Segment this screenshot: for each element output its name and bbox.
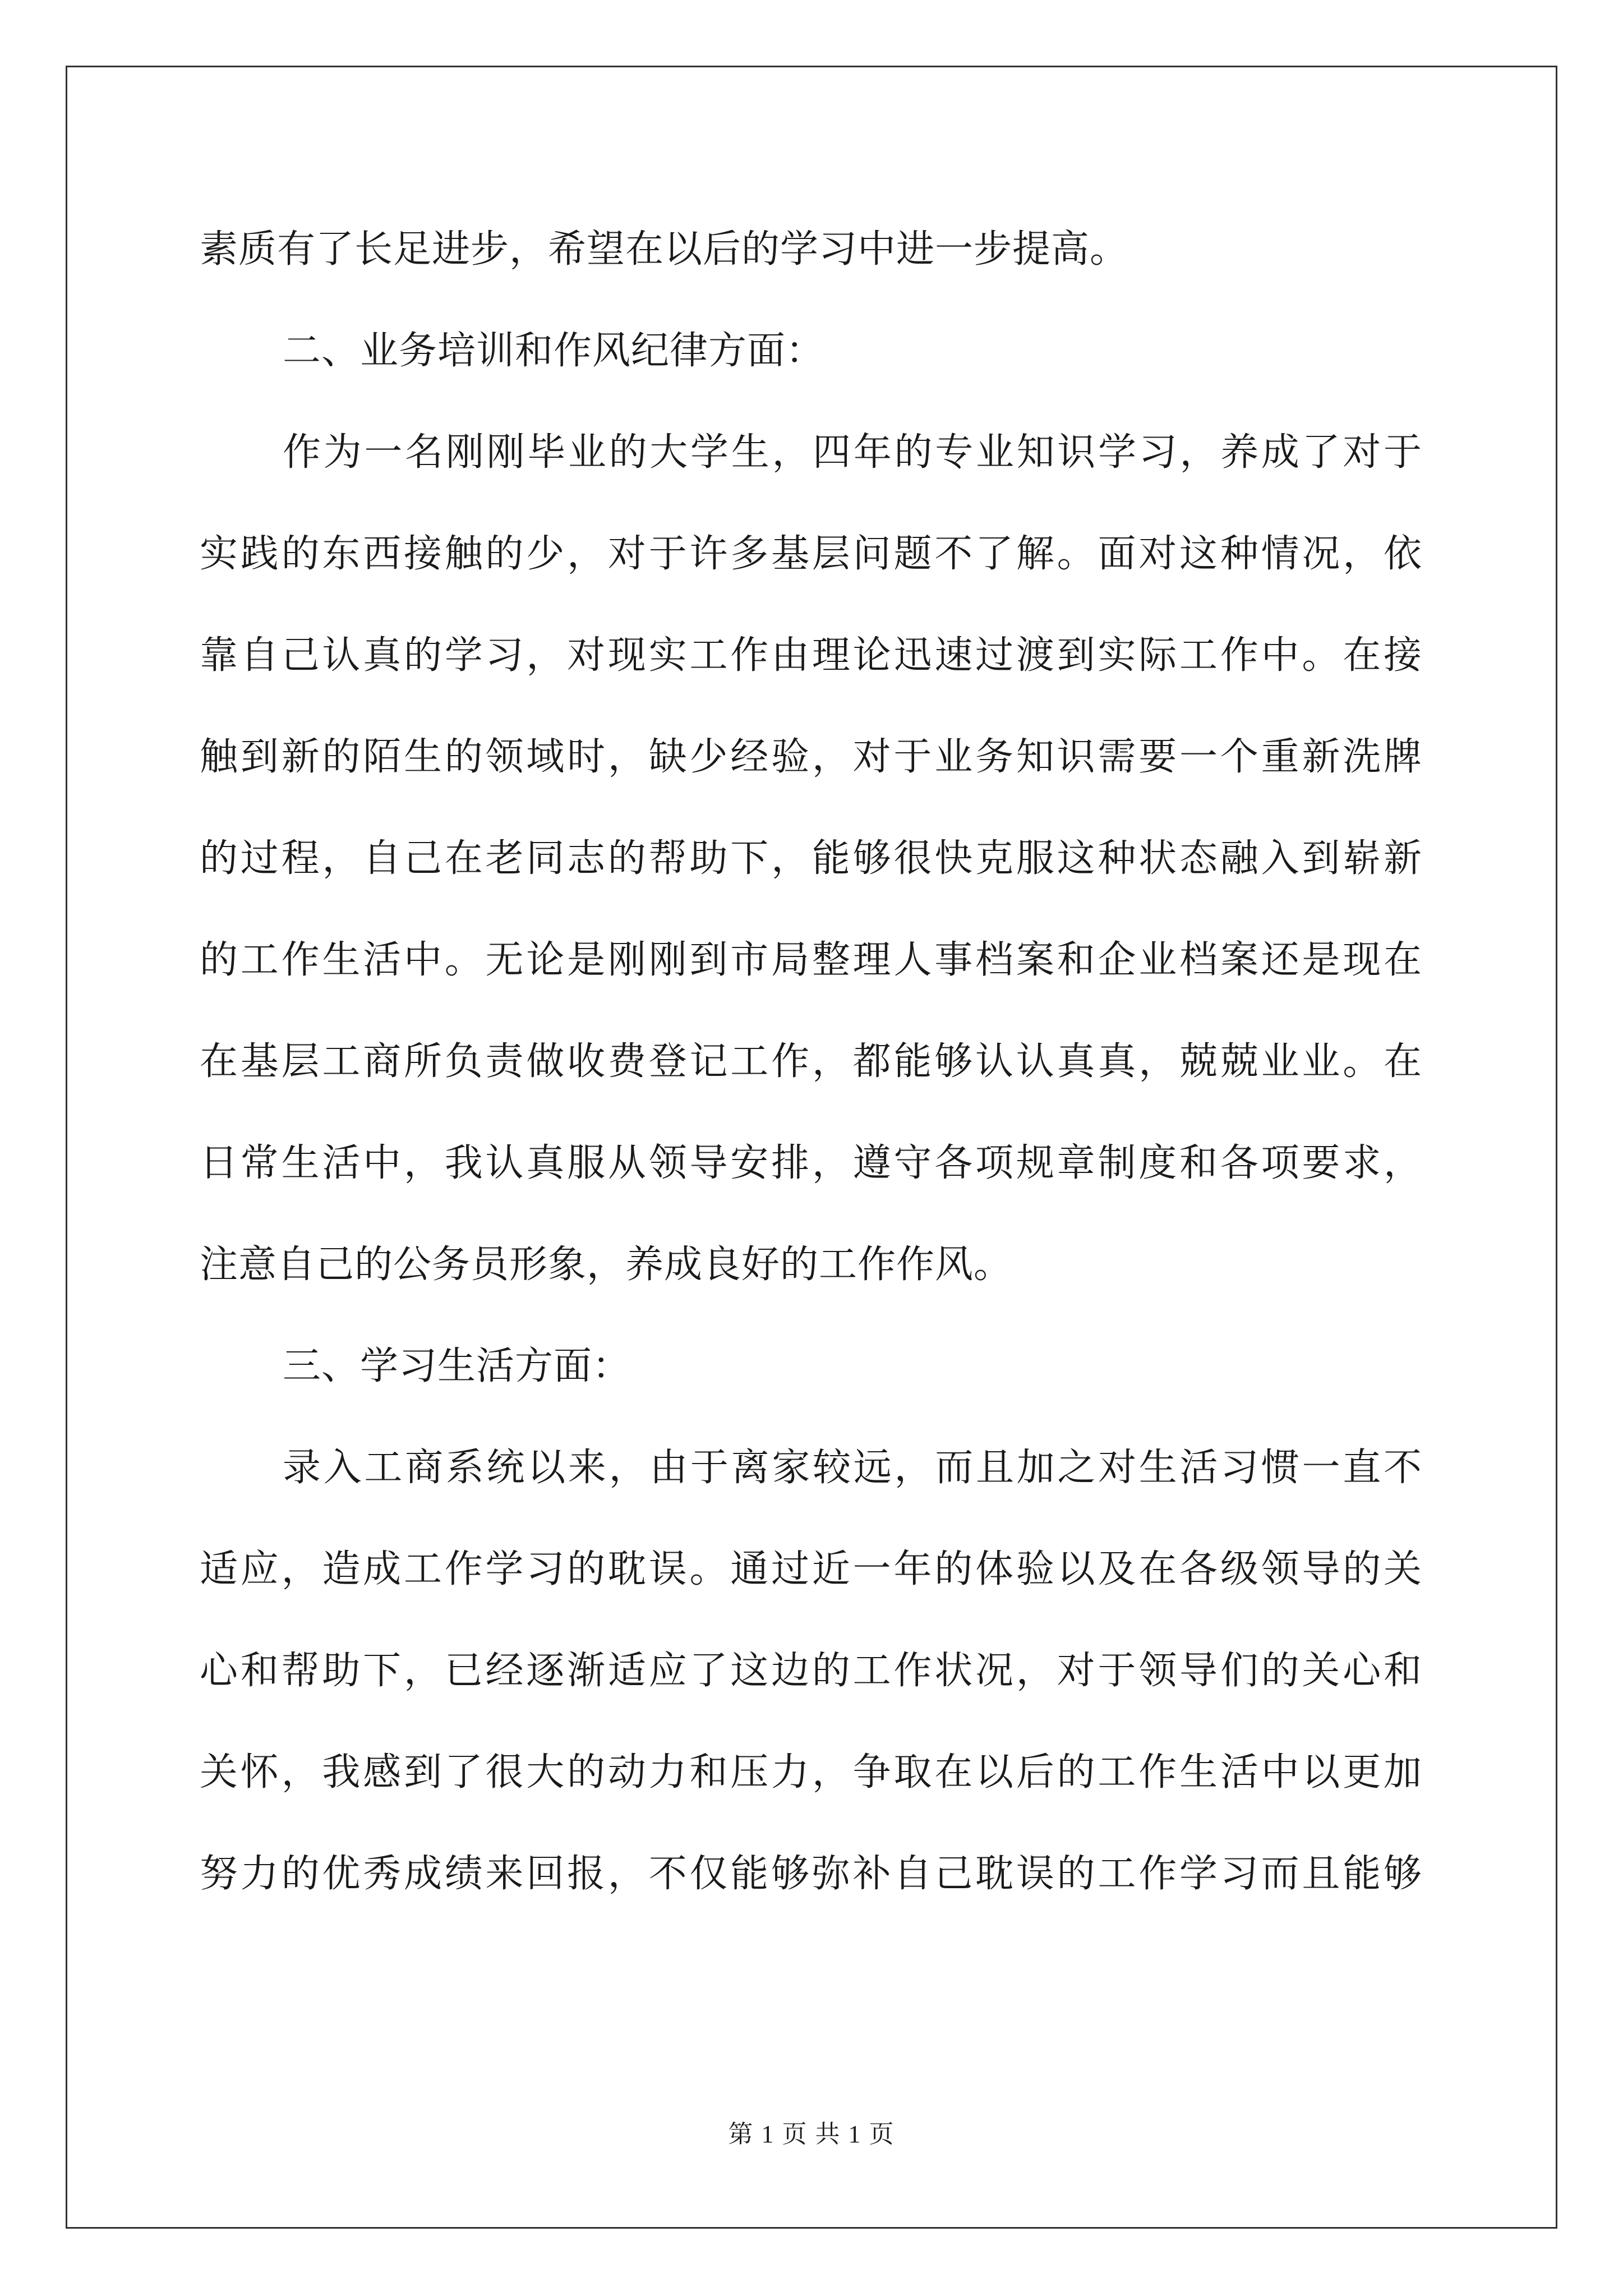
section-heading-2: 二、业务培训和作风纪律方面：	[283, 329, 825, 373]
text-line-1: 素质有了长足进步，希望在以后的学习中进一步提高。	[200, 227, 1129, 272]
text-line-11: 注意自己的公务员形象，养成良好的工作作风。	[200, 1243, 1013, 1287]
text-line-3: 作为一名刚刚毕业的大学生，四年的专业知识学习，养成了对于	[283, 430, 1422, 475]
text-line-15: 心和帮助下，已经逐渐适应了这边的工作状况，对于领导们的关心和	[200, 1649, 1422, 1693]
text-line-9: 在基层工商所负责做收费登记工作，都能够认认真真，兢兢业业。在	[200, 1039, 1422, 1084]
page-number-footer: 第 1 页 共 1 页	[728, 2120, 895, 2148]
document-body	[200, 219, 1422, 1945]
text-line-14: 适应，造成工作学习的耽误。通过近一年的体验以及在各级领导的关	[200, 1547, 1422, 1591]
text-line-6: 触到新的陌生的领域时，缺少经验，对于业务知识需要一个重新洗牌	[200, 735, 1422, 779]
text-line-7: 的过程，自己在老同志的帮助下，能够很快克服这种状态融入到崭新	[200, 836, 1422, 881]
text-line-8: 的工作生活中。无论是刚刚到市局整理人事档案和企业档案还是现在	[200, 938, 1422, 982]
section-heading-3: 三、学习生活方面：	[283, 1344, 631, 1388]
text-line-5: 靠自己认真的学习，对现实工作由理论迅速过渡到实际工作中。在接	[200, 633, 1422, 678]
text-line-4: 实践的东西接触的少，对于许多基层问题不了解。面对这种情况，依	[200, 532, 1422, 576]
text-line-17: 努力的优秀成绩来回报，不仅能够弥补自己耽误的工作学习而且能够	[200, 1852, 1422, 1896]
text-line-10: 日常生活中，我认真服从领导安排，遵守各项规章制度和各项要求，	[200, 1141, 1422, 1185]
text-line-13: 录入工商系统以来，由于离家较远，而且加之对生活习惯一直不	[283, 1446, 1422, 1490]
text-line-16: 关怀，我感到了很大的动力和压力，争取在以后的工作生活中以更加	[200, 1750, 1422, 1795]
